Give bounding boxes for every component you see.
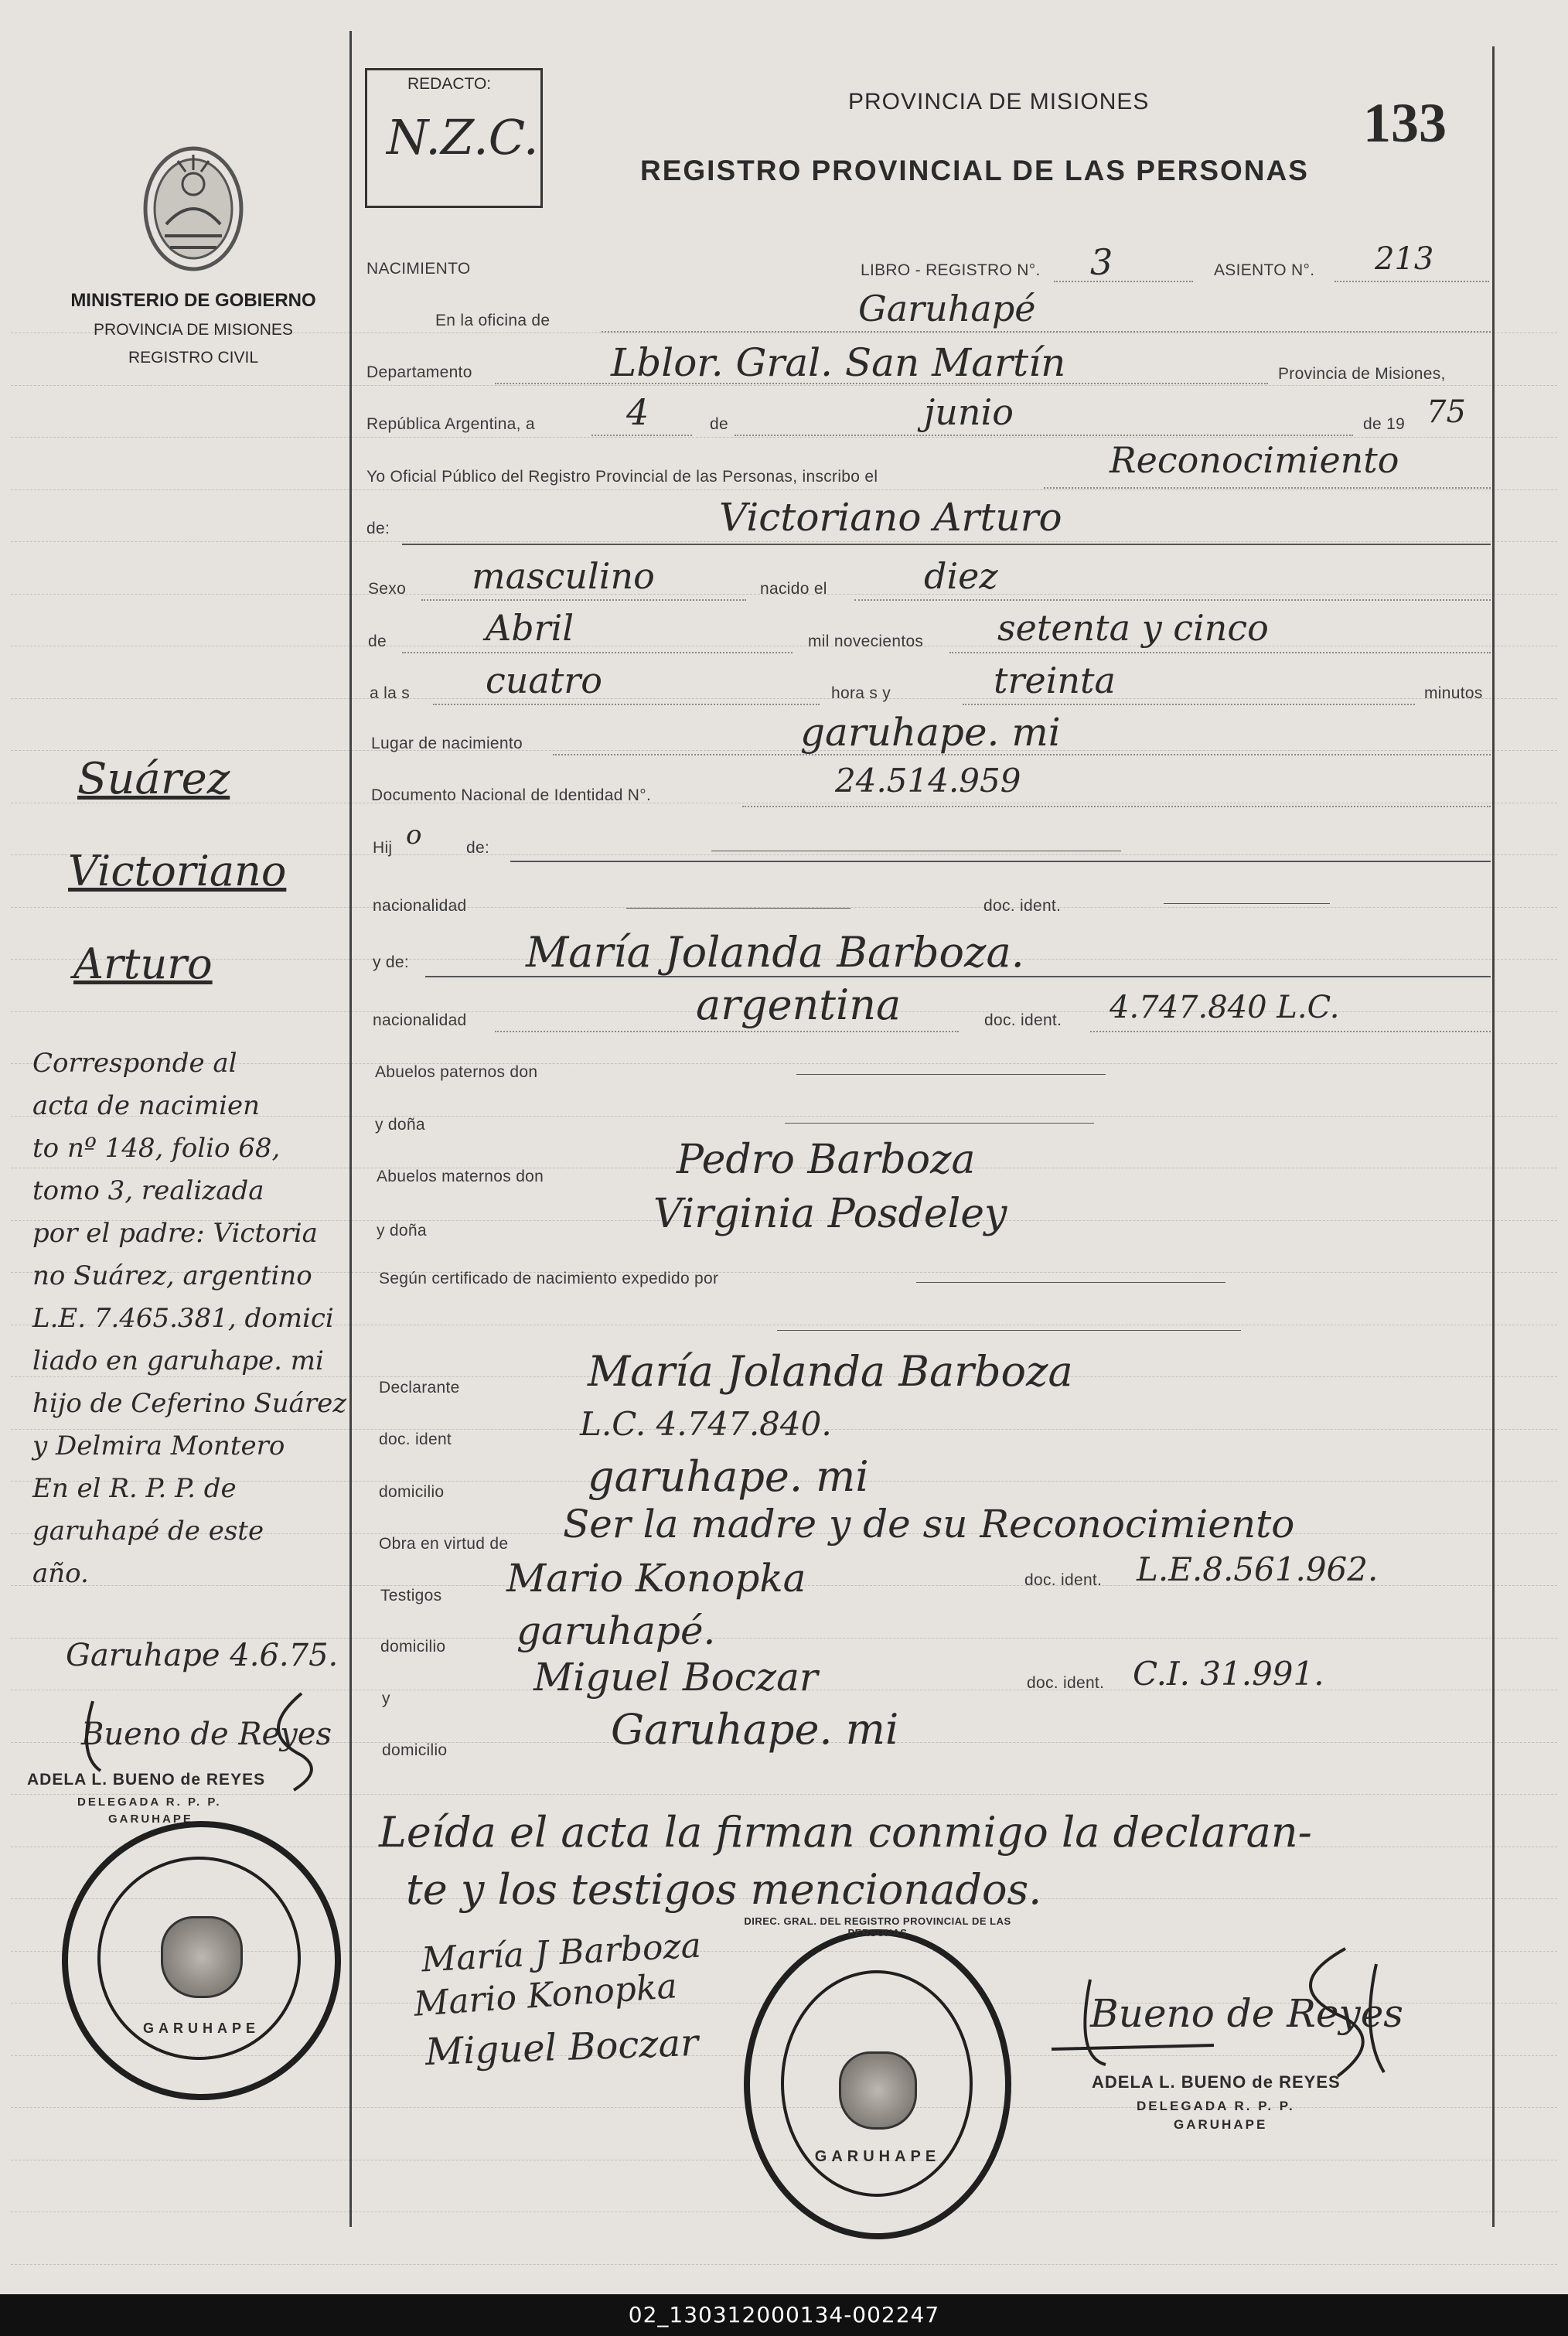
margin-note-line: no Suárez, argentino <box>32 1260 312 1291</box>
docident2-value: 4.747.840 L.C. <box>1110 990 1340 1025</box>
minutos-label: minutos <box>1424 684 1483 702</box>
closing-line-1: Leída el acta la firman conmigo la declaran- <box>379 1808 1312 1857</box>
domicilio3-value: Garuhape. mi <box>611 1705 899 1754</box>
madre-value: María Jolanda Barboza. <box>526 928 1024 977</box>
margin-note-line: hijo de Ceferino Suárez <box>32 1388 347 1419</box>
oficina-line <box>602 331 1491 332</box>
seal-ring-text: DIREC. GRAL. DEL REGISTRO PROVINCIAL DE LAS PERSONAS <box>744 1915 1011 1939</box>
obra-value: Ser la madre y de su Reconocimiento <box>563 1502 1295 1547</box>
page-number: 133 <box>1363 92 1447 154</box>
oficina-label: En la oficina de <box>435 312 551 329</box>
official-stamp-role: DELEGADA R. P. P. <box>1137 2099 1295 2113</box>
ydona2-label: y doña <box>377 1222 427 1240</box>
official-signature: Bueno de Reyes <box>1090 1991 1403 2036</box>
hora-line <box>433 704 820 705</box>
domicilio2-value: garuhapé. <box>516 1608 716 1653</box>
hijo-label: Hij <box>373 839 393 857</box>
sexo-value: masculino <box>472 555 655 597</box>
margin-stamp-place: GARUHAPE <box>108 1813 193 1826</box>
registry-seal <box>744 1915 1011 2239</box>
margin-note-line: to nº 148, folio 68, <box>32 1133 281 1164</box>
lugar-value: garuhape. mi <box>800 710 1061 755</box>
ministry-block <box>54 139 332 367</box>
domicilio3-label: domicilio <box>382 1741 448 1759</box>
docident3-value: L.C. 4.747.840. <box>580 1405 832 1443</box>
nombre-line <box>402 544 1491 545</box>
domicilio1-value: garuhape. mi <box>588 1452 869 1501</box>
margin-note-line: En el R. P. P. de <box>32 1473 237 1504</box>
abuela-pat-line <box>785 1123 1094 1124</box>
segun-label: Según certificado de nacimiento expedido por <box>379 1270 719 1287</box>
right-margin-line <box>1492 46 1495 2227</box>
de-label: de <box>710 415 728 433</box>
oficina-value: Garuhapé <box>858 288 1036 329</box>
margin-given-1: Victoriano <box>68 847 287 895</box>
dia-value: 4 <box>626 391 649 433</box>
margin-date: Garuhape 4.6.75. <box>66 1638 339 1673</box>
oficial-label: Yo Oficial Público del Registro Provincial de las Personas, inscribo el <box>366 468 878 486</box>
provincia-label: Provincia de Misiones, <box>1278 365 1446 383</box>
mes-value: junio <box>924 391 1014 433</box>
signature-mario: Mario Konopka <box>412 1966 679 2024</box>
abuelo-pat-line <box>796 1074 1106 1075</box>
hora-label: hora s y <box>831 684 891 702</box>
asiento-label: ASIENTO N°. <box>1214 261 1315 279</box>
mes-nac-value: Abril <box>486 607 574 649</box>
departamento-value: Lblor. Gral. San Martín <box>611 340 1066 385</box>
libro-value: 3 <box>1090 241 1113 283</box>
abuelos-pat-label: Abuelos paternos don <box>375 1063 538 1081</box>
margin-note-line: garuhapé de este <box>32 1516 264 1547</box>
testigo1-value: Mario Konopka <box>506 1556 806 1601</box>
closing-line-2: te y los testigos mencionados. <box>406 1865 1042 1914</box>
margin-note-line: y Delmira Montero <box>32 1431 285 1461</box>
anio-value: 75 <box>1427 394 1466 430</box>
nac2-value: argentina <box>696 980 902 1029</box>
docident2-label: doc. ident. <box>984 1011 1062 1029</box>
abuela-mat-value: Virginia Posdeley <box>653 1191 1007 1237</box>
lugar-label: Lugar de nacimiento <box>371 735 523 752</box>
margin-note-line: año. <box>32 1558 89 1589</box>
anio-nac-line <box>949 652 1491 653</box>
signature-miguel: Miguel Boczar <box>424 2021 699 2075</box>
seal-place: GARUHAPE <box>814 2148 941 2165</box>
testigos-label: Testigos <box>380 1587 442 1605</box>
mes-line <box>735 435 1353 436</box>
margin-seal-emblem-icon <box>161 1916 243 1998</box>
ydona1-label: y doña <box>375 1116 425 1134</box>
record-type-label: NACIMIENTO <box>366 260 471 278</box>
nac2-label: nacionalidad <box>373 1011 467 1029</box>
docident5-label: doc. ident. <box>1027 1674 1105 1692</box>
de3-label: de <box>368 633 387 650</box>
margin-note-line: acta de nacimien <box>32 1090 260 1121</box>
hijo-value: o <box>406 820 422 851</box>
margin-seal <box>62 1821 341 2100</box>
asiento-line <box>1335 281 1489 282</box>
docident3-label: doc. ident <box>379 1431 452 1448</box>
province-heading: PROVINCIA DE MISIONES <box>848 89 1150 114</box>
inscribo-value: Reconocimiento <box>1110 439 1399 481</box>
docident1-label: doc. ident. <box>983 897 1062 915</box>
margin-signature: Bueno de Reyes <box>81 1717 332 1752</box>
testigo2-value: Miguel Boczar <box>533 1655 818 1700</box>
ministry-province: PROVINCIA DE MISIONES <box>94 321 293 339</box>
official-stamp-place: GARUHAPE <box>1174 2117 1268 2132</box>
sexo-line <box>421 599 746 601</box>
segun-line-2 <box>777 1330 1241 1331</box>
ministry-name: MINISTERIO DE GOBIERNO <box>70 290 316 311</box>
margin-note-line: por el padre: Victoria <box>32 1218 318 1249</box>
ministry-registry: REGISTRO CIVIL <box>128 349 259 367</box>
nac2-line <box>495 1031 959 1032</box>
libro-label: LIBRO - REGISTRO N°. <box>861 261 1041 279</box>
margin-stamp-role: DELEGADA R. P. P. <box>77 1795 222 1809</box>
libro-line <box>1054 281 1193 282</box>
official-stamp-name: ADELA L. BUENO de REYES <box>1092 2072 1341 2092</box>
mes-nac-line <box>402 652 793 653</box>
abuelos-mat-label: Abuelos maternos don <box>377 1168 544 1185</box>
departamento-label: Departamento <box>366 363 472 381</box>
margin-note <box>32 1042 365 1595</box>
obra-label: Obra en virtud de <box>379 1535 509 1553</box>
margin-note-line: liado en garuhape. mi <box>32 1345 324 1376</box>
y-label: y <box>382 1690 390 1707</box>
margin-note-line: Corresponde al <box>32 1048 237 1079</box>
dni-label: Documento Nacional de Identidad N°. <box>371 786 652 804</box>
inscribo-line <box>1044 487 1491 489</box>
dia-line <box>591 435 692 436</box>
hijo-de-line <box>510 861 1491 862</box>
docident2-line <box>1090 1031 1491 1032</box>
official-flourish <box>1021 1918 1423 2088</box>
margin-note-line: tomo 3, realizada <box>32 1175 264 1206</box>
hora-value: cuatro <box>486 660 602 701</box>
yde-label: y de: <box>373 953 410 971</box>
redacto-value: N.Z.C. <box>387 109 539 165</box>
nacido-value: diez <box>924 555 998 597</box>
signature-maria: María J Barboza <box>420 1925 702 1980</box>
seal-emblem-icon <box>839 2051 917 2130</box>
nac1-line <box>626 908 850 909</box>
docident1-line <box>1164 903 1330 904</box>
dni-line <box>742 806 1491 807</box>
segun-line <box>916 1282 1225 1283</box>
margin-surname: Suárez <box>77 754 230 804</box>
redacto-label: REDACTO: <box>407 75 492 93</box>
docident5-value: C.I. 31.991. <box>1133 1655 1324 1693</box>
nacido-label: nacido el <box>760 580 827 598</box>
image-code-footer: 02_130312000134-002247 <box>0 2294 1568 2336</box>
nacido-line <box>854 599 1491 601</box>
anio-nac-value: setenta y cinco <box>997 607 1269 649</box>
nombre-value: Victoriano Arturo <box>719 495 1062 540</box>
republica-label: República Argentina, a <box>366 415 535 433</box>
margin-seal-place: GARUHAPE <box>142 2021 260 2036</box>
sexo-label: Sexo <box>368 580 407 598</box>
de2-label: de: <box>366 520 390 537</box>
nac1-label: nacionalidad <box>373 897 467 915</box>
abuelo-mat-value: Pedro Barboza <box>677 1137 976 1183</box>
dni-value: 24.514.959 <box>835 762 1021 800</box>
minutos-value: treinta <box>994 660 1116 701</box>
margin-stamp-name: ADELA L. BUENO de REYES <box>27 1771 266 1789</box>
redacto-box <box>365 68 543 208</box>
docident4-value: L.E.8.561.962. <box>1137 1550 1379 1588</box>
minutos-line <box>963 704 1415 705</box>
domicilio1-label: domicilio <box>379 1483 445 1501</box>
provincial-coat-of-arms-icon <box>135 139 251 275</box>
declarante-value: María Jolanda Barboza <box>588 1347 1073 1396</box>
declarante-label: Declarante <box>379 1379 460 1396</box>
margin-note-line: L.E. 7.465.381, domici <box>32 1303 334 1334</box>
registry-title: REGISTRO PROVINCIAL DE LAS PERSONAS <box>640 155 1309 186</box>
ala-label: a la s <box>370 684 410 702</box>
margin-given-2: Arturo <box>73 940 213 988</box>
anio-label: de 19 <box>1363 415 1406 433</box>
domicilio2-label: domicilio <box>380 1638 446 1656</box>
docident4-label: doc. ident. <box>1024 1571 1103 1589</box>
mil-label: mil novecientos <box>808 633 924 650</box>
hijo-de-label: de: <box>466 839 490 857</box>
asiento-value: 213 <box>1375 241 1434 277</box>
